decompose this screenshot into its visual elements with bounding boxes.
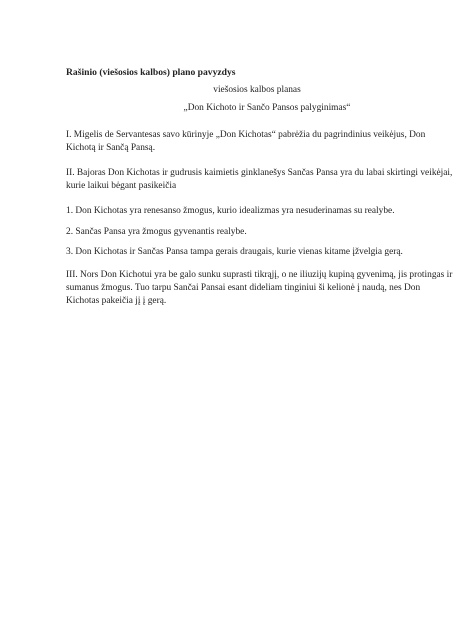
paragraph-conclusion bbox=[66, 269, 453, 309]
paragraph-line: 1. Don Kichotas yra renesanso žmogus, kurio idealizmas yra nesuderinamas su realybe. bbox=[66, 206, 395, 216]
paragraph-line: kurie laikui bėgant pasikeičia bbox=[66, 181, 177, 192]
paragraph-line: Kichotą ir Sančą Pansą. bbox=[66, 143, 156, 154]
paragraph-point-1 bbox=[66, 205, 436, 218]
paragraph-line: Kichotas pakeičia jį į gerą. bbox=[66, 296, 167, 307]
paragraph-point-3 bbox=[66, 246, 436, 259]
paragraph-body-main bbox=[66, 167, 453, 193]
paragraph-line: III. Nors Don Kichotui yra be galo sunku suprasti tikrąjį, o ne iliuzijų kupiną gyvenimą, jis protingas ir bbox=[66, 270, 453, 280]
paragraph-point-2 bbox=[66, 226, 436, 239]
paragraph-line: 3. Don Kichotas ir Sančas Pansa tampa gerais draugais, kurie vienas kitame įžvelgia gerą. bbox=[66, 247, 403, 257]
paragraph-intro bbox=[66, 129, 436, 155]
paragraph-line: I. Migelis de Servantesas savo kūrinyje „Don Kichotas“ pabrėžia du pagrindinius veikėjus, Don bbox=[66, 130, 426, 140]
paragraph-line: II. Bajoras Don Kichotas ir gudrusis kaimietis ginklanešys Sančas Pansa yra du labai skirtingi veikėjai, bbox=[66, 168, 453, 178]
paragraph-line: 2. Sančas Pansa yra žmogus gyvenantis realybe. bbox=[66, 227, 247, 237]
document-subtitle: viešosios kalbos planas bbox=[213, 85, 301, 95]
document-subtitle-topic: „Don Kichoto ir Sančo Pansos palyginimas“ bbox=[183, 103, 351, 113]
document-heading: Rašinio (viešosios kalbos) plano pavyzdys bbox=[66, 67, 236, 78]
paragraph-line: sumanus žmogus. Tuo tarpu Sančai Pansai esant dideliam tinginiui ši kelionė į naudą, nes Don bbox=[66, 283, 421, 294]
